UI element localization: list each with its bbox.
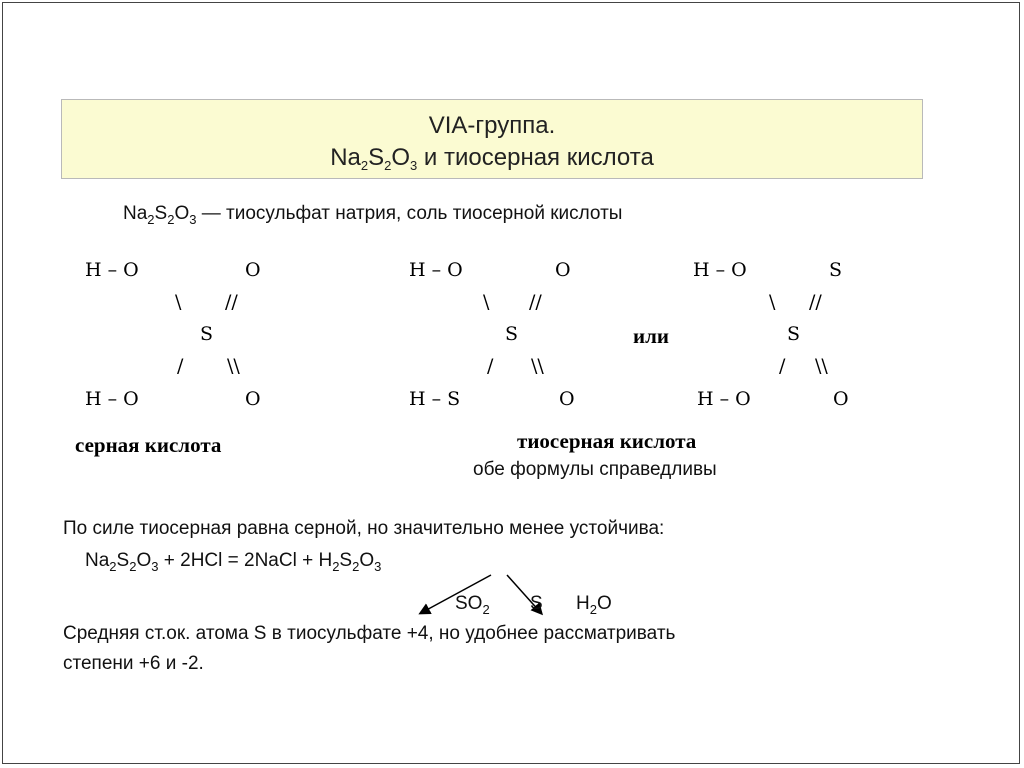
atom-group: H – S	[409, 388, 461, 410]
atom: O	[245, 259, 261, 281]
product-s: S	[530, 593, 543, 614]
strength-text: По силе тиосерная равна серной, но значительно менее устойчива:	[63, 518, 665, 539]
bond: \\	[815, 355, 828, 377]
bond: /	[779, 355, 786, 377]
atom: O	[555, 259, 571, 281]
title-line-1: VIA-группа.	[428, 112, 556, 139]
bond: //	[809, 291, 822, 313]
bond: //	[529, 291, 542, 313]
or-label: или	[633, 324, 669, 348]
bond: /	[487, 355, 494, 377]
atom-center: S	[200, 323, 214, 345]
bond: \	[175, 291, 182, 313]
reaction-equation: $Na_2S_2O_3 + 2HCl$ = 2NaCl + $H_2S_2O_3$	[85, 550, 382, 574]
slide	[2, 2, 1020, 764]
oxidation-text-line-2: степени +6 и -2.	[63, 653, 204, 674]
product-h2o: $H_2O$	[576, 593, 612, 617]
bond: \	[483, 291, 490, 313]
atom: O	[833, 388, 849, 410]
atom-group: H – O	[85, 259, 139, 281]
bond: \\	[531, 355, 544, 377]
atom: O	[245, 388, 261, 410]
bond: /	[177, 355, 184, 377]
oxidation-text-line-1: Средняя ст.ок. атома S в тиосульфате +4, но удобнее рассматривать	[63, 623, 676, 644]
atom: O	[559, 388, 575, 410]
thiosulfuric-acid-caption: тиосерная кислота	[517, 429, 697, 453]
atom-group: H – O	[693, 259, 747, 281]
product-so2: $SO_2$	[455, 593, 490, 617]
title-line-2: $Na_2S_2O_3$ и тиосерная кислота	[330, 144, 654, 173]
definition-text: $Na_2S_2O_3$ — тиосульфат натрия, соль тиосерной кислоты	[123, 203, 623, 227]
decomposition-arrows	[3, 3, 1021, 765]
atom: S	[829, 259, 843, 281]
sulfuric-acid-caption: серная кислота	[75, 433, 222, 457]
bond: \\	[227, 355, 240, 377]
atom-center: S	[787, 323, 801, 345]
bond: \	[769, 291, 776, 313]
atom-group: H – O	[697, 388, 751, 410]
atom-group: H – O	[409, 259, 463, 281]
atom-group: H – O	[85, 388, 139, 410]
both-formulas-valid-text: обе формулы справедливы	[473, 459, 717, 480]
bond: //	[225, 291, 238, 313]
atom-center: S	[505, 323, 519, 345]
